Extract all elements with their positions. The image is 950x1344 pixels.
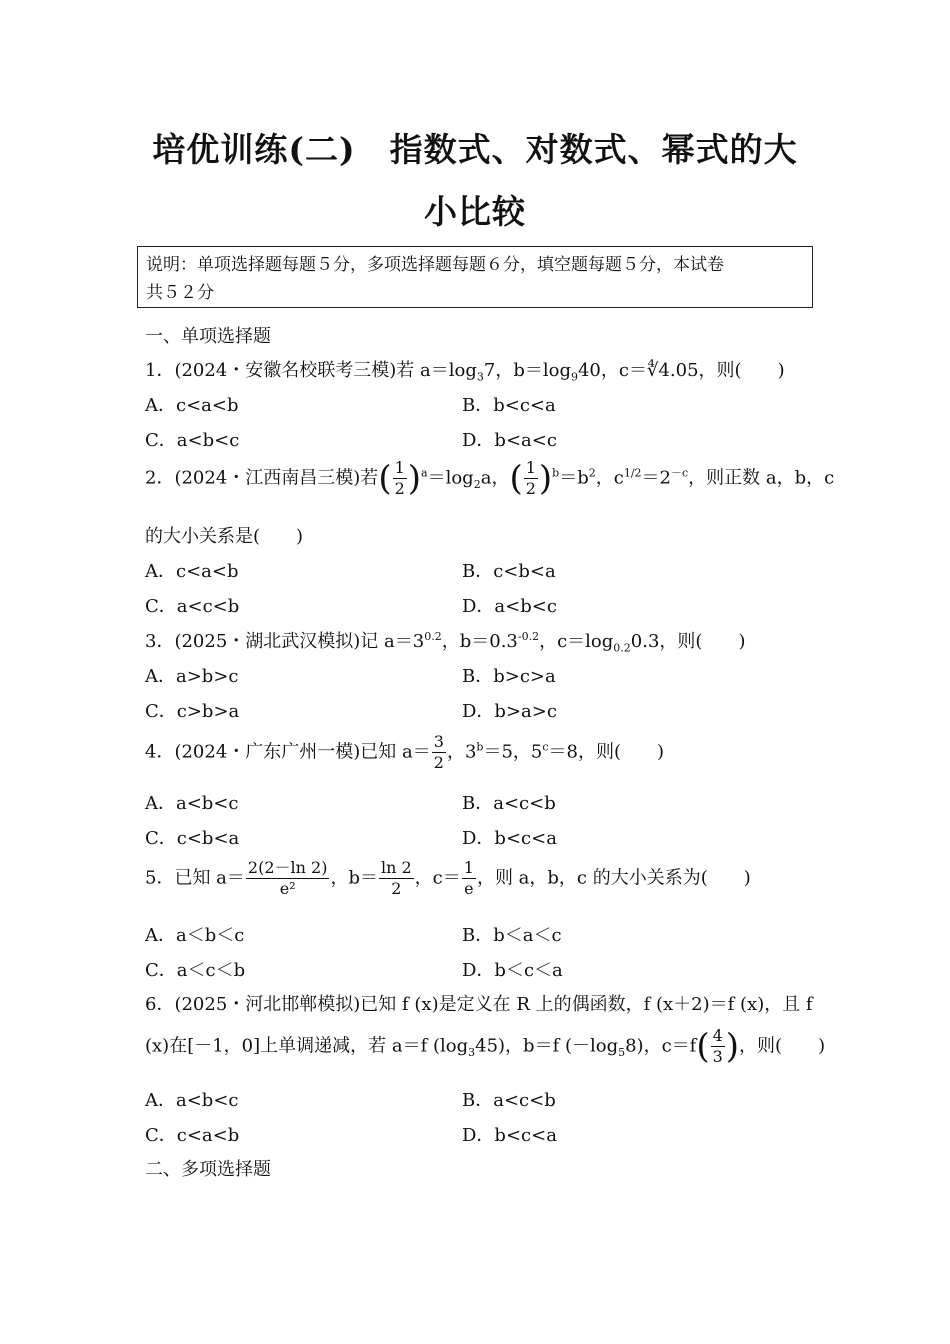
q2-line-2: 的大小关系是( ) (145, 526, 304, 547)
question-3 (145, 627, 745, 655)
q2-exp-b: b (552, 466, 560, 480)
q1-c-expr: c＝ (618, 360, 647, 381)
question-1 (145, 356, 785, 384)
q6-line2-b: 45)，b＝f (－log (475, 1035, 619, 1057)
question-6-line-2 (145, 1026, 825, 1067)
q1-option-c: C．a<b<c (145, 430, 240, 451)
q6-option-a: A．a<b<c (145, 1090, 239, 1111)
q2-half-den-2: 2 (525, 479, 536, 498)
q2-paren-open-2: ( (509, 458, 523, 499)
q3-c-arg: 0.3，则( ) (630, 631, 746, 652)
q2-paren-close-2: ) (538, 458, 553, 499)
q2-mid1b: a， (480, 467, 510, 489)
q5-a-fraction (246, 858, 330, 899)
q6-frac-num: 4 (712, 1026, 723, 1045)
q4-mid2: ＝5，5 (483, 741, 543, 763)
q1-b-base: 9 (570, 370, 578, 384)
q2-log-base: 2 (473, 478, 481, 492)
q2-option-c: C．a<c<b (145, 596, 240, 617)
q4-option-b: B．a<c<b (462, 793, 556, 814)
q5-b-num: ln 2 (380, 858, 412, 877)
q2-option-b: B．c<b<a (462, 561, 556, 582)
q3-option-a: A．a>b>c (145, 666, 239, 687)
instructions-line-2: 共５２分 (146, 283, 214, 303)
q5-option-b: B．b＜a＜c (462, 925, 562, 946)
q5-b-den: 2 (391, 879, 402, 898)
q6-base-1: 3 (468, 1046, 476, 1060)
q1-c-root: ∜4.05 (646, 360, 699, 381)
q2-exp-2: 2 (588, 466, 596, 480)
q4-exp-b: b (476, 740, 484, 754)
q2-paren-close: ) (407, 458, 422, 499)
q5-option-a: A．a＜b＜c (145, 925, 245, 946)
q5-b-fraction (379, 858, 414, 899)
q6-paren-open: ( (696, 1026, 710, 1067)
q1-a-expr: a＝log (420, 360, 477, 381)
q6-fraction (711, 1026, 725, 1067)
q3-b-part: ，b＝0.3 (441, 631, 518, 652)
q1-b-arg: 40， (577, 360, 619, 381)
q6-paren-close: ) (725, 1026, 740, 1067)
q6-option-c: C．c<a<b (145, 1125, 240, 1146)
q5-c-den: e (464, 879, 474, 898)
q2-mid2: ＝b (559, 467, 589, 489)
q5-c-fraction (462, 858, 476, 899)
q3-option-b: B．b>c>a (462, 666, 556, 687)
q1-option-b: B．b<c<a (462, 395, 556, 416)
q3-b-exp: -0.2 (517, 630, 540, 643)
q5-option-d: D．b＜c＜a (462, 960, 563, 981)
q2-option-d: D．a<b<c (462, 596, 557, 617)
q6-frac-den: 3 (712, 1047, 723, 1066)
q6-suffix: ，则( ) (739, 1035, 826, 1057)
q3-option-c: C．c>b>a (145, 701, 240, 722)
question-5 (145, 858, 751, 899)
q2-exp-negc: －c (671, 466, 689, 480)
question-6-line-1: 6．(2025・河北邯郸模拟)已知 f (x)是定义在 R 上的偶函数，f (x＋2)＝f (x)，且 f (145, 994, 813, 1015)
q3-c-part: ，c＝log (539, 631, 614, 652)
q1-b-expr: b＝log (513, 360, 571, 381)
question-4 (145, 732, 664, 773)
q2-prefix: 2．(2024・江西南昌三模)若 (145, 467, 379, 489)
page-title: 培优训练(二) 指数式、对数式、幂式的大 (152, 130, 798, 169)
q5-c-num: 1 (463, 858, 474, 877)
q2-mid1: ＝log (427, 467, 474, 489)
q5-b-lead: ，b＝ (330, 867, 378, 889)
page-title-continued: 小比较 (424, 192, 526, 231)
q5-c-lead: ，c＝ (414, 867, 461, 889)
q4-option-a: A．a<b<c (145, 793, 239, 814)
q5-a-num: 2(2－ln 2) (247, 858, 328, 877)
q6-line2-a: (x)在[－1，0]上单调递减，若 a＝f (log (145, 1035, 469, 1057)
q3-a-exp: 0.2 (424, 630, 442, 643)
q6-line2-c: 8)，c＝f (625, 1035, 697, 1057)
section-multi-choice: 二、多项选择题 (145, 1159, 271, 1180)
q4-prefix: 4．(2024・广东广州一模)已知 a＝ (145, 741, 431, 763)
q4-option-c: C．c<b<a (145, 828, 240, 849)
q4-fraction (432, 732, 446, 773)
question-2 (145, 458, 834, 499)
q2-mid3: ，c (595, 467, 624, 489)
q1-suffix: ，则( ) (698, 360, 785, 381)
q3-a-part: a＝3 (384, 631, 425, 652)
q1-option-a: A．c<a<b (145, 395, 239, 416)
q3-c-base: 0.2 (613, 641, 631, 655)
instructions-line-1: 说明：单项选择题每题５分，多项选择题每题６分，填空题每题５分，本试卷 (146, 255, 724, 275)
q2-half-num: 1 (394, 458, 405, 477)
q5-option-c: C．a＜c＜b (145, 960, 246, 981)
q2-paren-open: ( (378, 458, 392, 499)
q6-option-d: D．b<c<a (462, 1125, 557, 1146)
q1-a-base: 3 (476, 370, 484, 384)
q4-mid1: ，3 (446, 741, 477, 763)
q2-half-fraction (393, 458, 407, 499)
q4-frac-num: 3 (433, 732, 444, 751)
q2-half-den: 2 (394, 479, 405, 498)
q3-option-d: D．b>a>c (462, 701, 557, 722)
q2-c-exp: 1/2 (623, 466, 642, 480)
q2-suffix: ，则正数 a，b，c (688, 467, 835, 489)
q5-prefix: 5．已知 a＝ (145, 867, 245, 889)
q5-a-den: e² (279, 879, 296, 898)
q5-suffix: ，则 a，b，c 的大小关系为( ) (476, 867, 751, 889)
section-single-choice: 一、单项选择题 (145, 326, 271, 347)
q6-base-2: 5 (618, 1046, 626, 1060)
q2-mid4: ＝2 (641, 467, 671, 489)
q2-half-fraction-2 (524, 458, 538, 499)
q1-prefix: 1．(2024・安徽名校联考三模)若 (145, 360, 421, 381)
q4-exp-c: c (542, 740, 549, 754)
q4-option-d: D．b<c<a (462, 828, 557, 849)
q1-a-arg: 7， (483, 360, 514, 381)
q1-option-d: D．b<a<c (462, 430, 557, 451)
instructions-box (137, 246, 813, 308)
q4-frac-den: 2 (433, 753, 444, 772)
q2-half-num-2: 1 (525, 458, 536, 477)
q6-option-b: B．a<c<b (462, 1090, 556, 1111)
q3-prefix: 3．(2025・湖北武汉模拟)记 (145, 631, 385, 652)
q2-exp-a: a (421, 466, 428, 480)
q4-suffix: ＝8，则( ) (548, 741, 665, 763)
q2-option-a: A．c<a<b (145, 561, 239, 582)
